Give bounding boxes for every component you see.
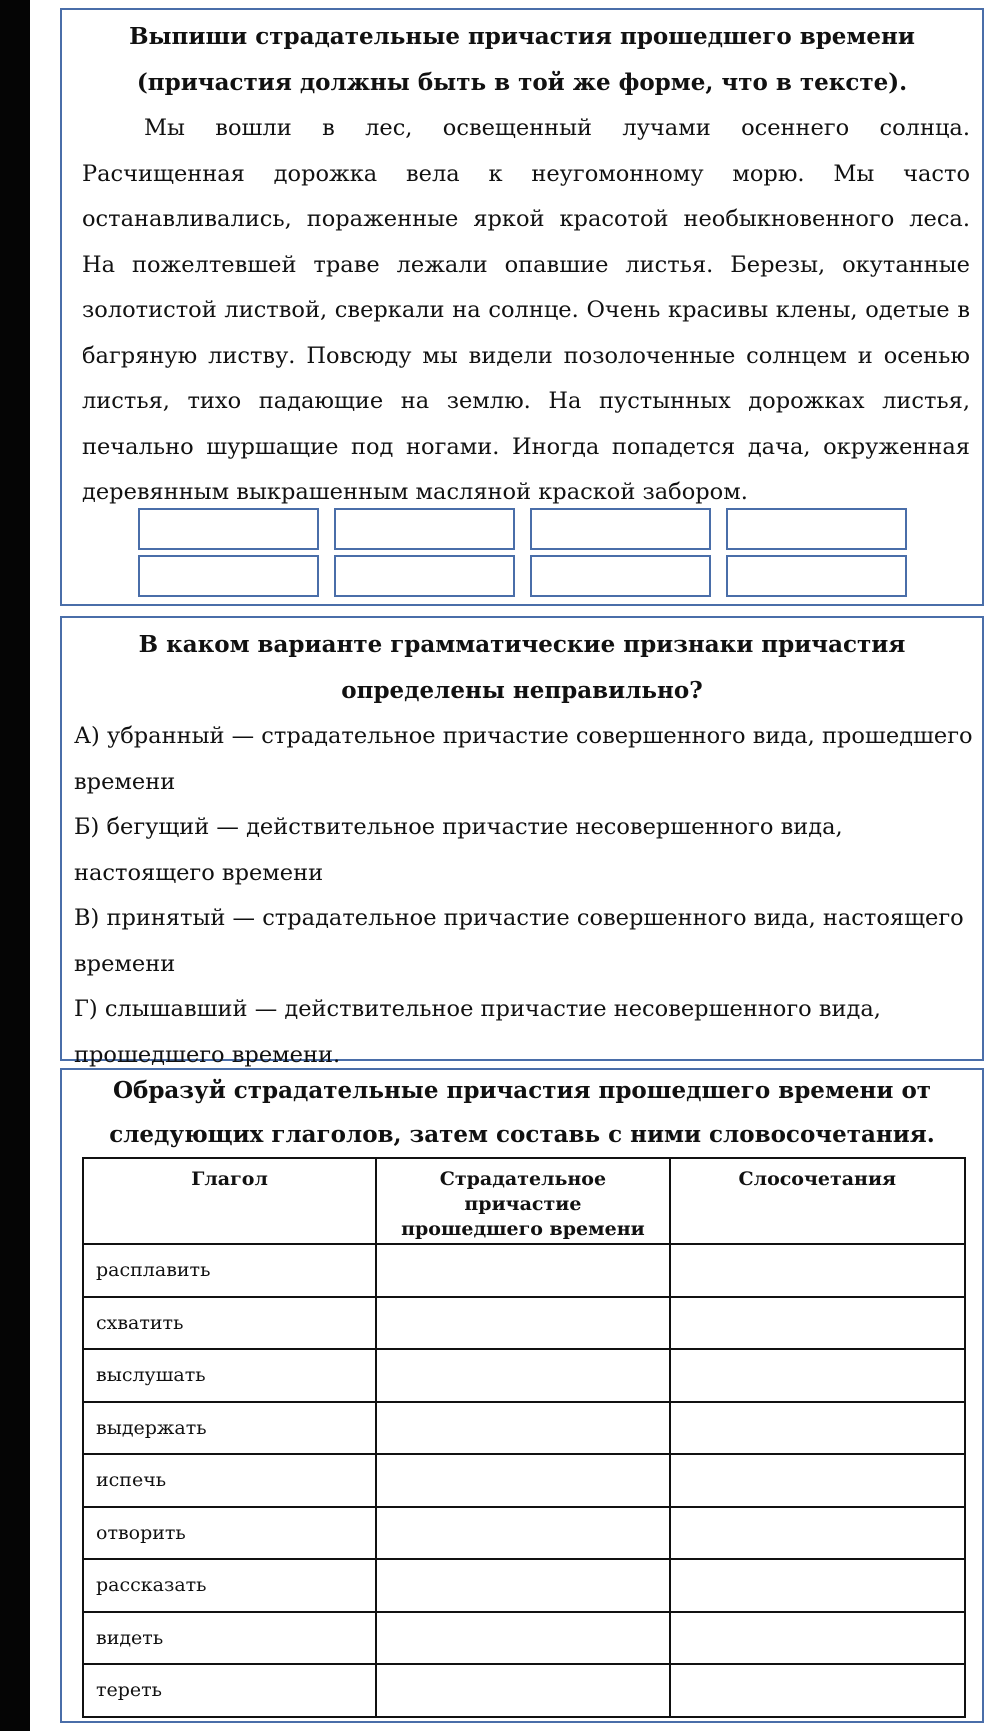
table-row xyxy=(83,1664,965,1717)
participle-cell[interactable] xyxy=(376,1244,670,1297)
phrase-cell[interactable] xyxy=(670,1454,965,1507)
answer-cell[interactable] xyxy=(726,555,907,597)
task2-options xyxy=(74,714,974,1078)
table-row xyxy=(83,1244,965,1297)
option-v-line2: времени xyxy=(74,950,176,977)
left-dark-edge xyxy=(0,0,30,1731)
phrase-cell[interactable] xyxy=(670,1349,965,1402)
header-verb: Глагол xyxy=(83,1158,376,1244)
table-row xyxy=(83,1297,965,1350)
phrase-cell[interactable] xyxy=(670,1244,965,1297)
participle-cell[interactable] xyxy=(376,1507,670,1560)
table-header-row xyxy=(83,1158,965,1244)
task2-title-line1: В каком варианте грамматические признаки причастия xyxy=(138,631,906,658)
participle-cell[interactable] xyxy=(376,1612,670,1665)
phrase-cell[interactable] xyxy=(670,1297,965,1350)
task1-text: Мы вошли в лес, освещенный лучами осеннего солнца. Расчищенная дорожка вела к неугомонному морю. Мы часто останавливались, пораженные яркой красотой необыкновенного леса. На пожелтевшей траве лежали опавшие листья. Березы, окутанные золотистой листвой, сверкали на солнце. Очень красивы клены, одетые в багряную листву. Повсюду мы видели позолоченные солнцем и осенью листья, тихо падающие на землю. На пустынных дорожках листья, печально шуршащие под ногами. Иногда попадется дача, окруженная деревянным выкрашенным масляной краской забором. xyxy=(82,115,970,505)
table-row xyxy=(83,1507,965,1560)
option-g-line1: Г) слышавший — действительное причастие несовершенного вида, xyxy=(74,996,881,1022)
verb-cell: схватить xyxy=(83,1297,376,1350)
task3-title-line2: следующих глаголов, затем составь с ними словосочетания. xyxy=(109,1121,935,1148)
participle-cell[interactable] xyxy=(376,1664,670,1717)
task2-title-line2: определены неправильно? xyxy=(341,677,703,704)
task3-title-line1: Образуй страдательные причастия прошедшего времени от xyxy=(112,1077,932,1104)
table-row xyxy=(83,1402,965,1455)
option-b-line1: Б) бегущий — действительное причастие несовершенного вида, xyxy=(74,814,843,840)
task2-box xyxy=(60,616,984,1068)
phrase-cell[interactable] xyxy=(670,1664,965,1717)
table-row xyxy=(83,1454,965,1507)
answer-cell[interactable] xyxy=(138,555,319,597)
verb-cell: рассказать xyxy=(83,1559,376,1612)
verb-cell: отворить xyxy=(83,1507,376,1560)
phrase-cell[interactable] xyxy=(670,1559,965,1612)
answer-cell[interactable] xyxy=(530,508,711,550)
participle-cell[interactable] xyxy=(376,1402,670,1455)
phrase-cell[interactable] xyxy=(670,1507,965,1560)
answer-cell[interactable] xyxy=(334,508,515,550)
answer-cell[interactable] xyxy=(334,555,515,597)
option-g-line2: прошедшего времени. xyxy=(74,1041,341,1068)
header-participle: Страдательное причастие прошедшего времени xyxy=(376,1158,670,1244)
verb-cell: видеть xyxy=(83,1612,376,1665)
verb-cell: тереть xyxy=(83,1664,376,1717)
table-row xyxy=(83,1559,965,1612)
verb-cell: выдержать xyxy=(83,1402,376,1455)
header-phrases: Слосочетания xyxy=(670,1158,965,1244)
table-row xyxy=(83,1612,965,1665)
verb-cell: испечь xyxy=(83,1454,376,1507)
task1-box xyxy=(60,8,984,606)
task3-box xyxy=(60,1068,984,1723)
option-b-line2: настоящего времени xyxy=(74,859,324,886)
participle-cell[interactable] xyxy=(376,1454,670,1507)
option-a-line1: А) убранный — страдательное причастие совершенного вида, прошедшего xyxy=(74,723,973,749)
task1-title-line1: Выпиши страдательные причастия прошедшего времени xyxy=(129,23,915,50)
phrase-cell[interactable] xyxy=(670,1402,965,1455)
option-v-line1: В) принятый — страдательное причастие совершенного вида, настоящего xyxy=(74,905,964,931)
answer-cell[interactable] xyxy=(726,508,907,550)
participle-cell[interactable] xyxy=(376,1297,670,1350)
verbs-table xyxy=(82,1157,966,1718)
verb-cell: выслушать xyxy=(83,1349,376,1402)
answer-cell[interactable] xyxy=(530,555,711,597)
verb-cell: расплавить xyxy=(83,1244,376,1297)
phrase-cell[interactable] xyxy=(670,1612,965,1665)
participle-cell[interactable] xyxy=(376,1559,670,1612)
table-row xyxy=(83,1349,965,1402)
answer-cell[interactable] xyxy=(138,508,319,550)
option-a-line2: времени xyxy=(74,768,176,795)
task1-title-line2: (причастия должны быть в той же форме, что в тексте). xyxy=(136,69,908,96)
participle-cell[interactable] xyxy=(376,1349,670,1402)
